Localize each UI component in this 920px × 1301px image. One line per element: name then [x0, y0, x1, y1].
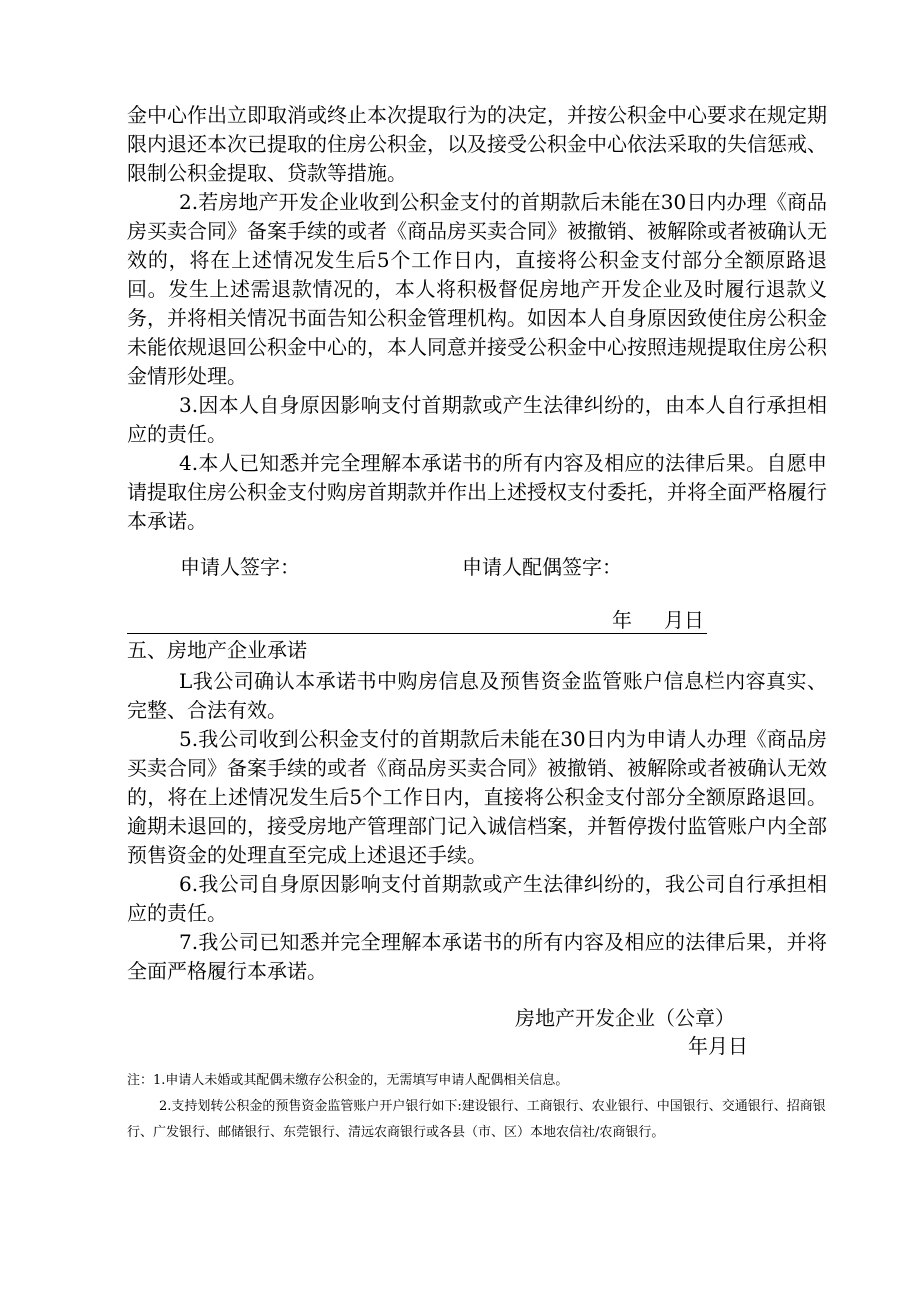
signature-date — [612, 607, 704, 633]
continuation-paragraph: 金中心作出立即取消或终止本次提取行为的决定，并按公积金中心要求在规定期限内退还本次已提取的住房公积金，以及接受公积金中心依法采取的失信惩戒、限制公积金提取、贷款等措施。 — [127, 103, 827, 185]
date-monthday: 月日 — [664, 608, 704, 632]
developer-item-1: L我公司确认本承诺书中购房信息及预售资金监管账户信息栏内容真实、完整、合法有效。 — [127, 669, 827, 722]
developer-item-5: 5.我公司收到公积金支付的首期款后未能在30日内为申请人办理《商品房买卖合同》备案手续的或者《商品房买卖合同》被撤销、被解除或者被确认无效的，将在上述情况发生后5个工作日内，直接将公积金支付部分全额原路退回。逾期未退回的，接受房地产管理部门记入诚信档案，并暂停拨付监管账户内全部预售资金的处理直至完成上述退还手续。 — [127, 727, 827, 867]
applicant-commitment-body — [127, 101, 827, 536]
footnotes — [127, 1068, 827, 1146]
developer-item-7: 7.我公司已知悉并完全理解本承诺书的所有内容及相应的法律后果，并将全面严格履行本承诺。 — [127, 930, 827, 983]
spouse-signature-label: 申请人配偶签字： — [462, 555, 622, 579]
commitment-item-4: 4.本人已知悉并完全理解本承诺书的所有内容及相应的法律后果。自愿申请提取住房公积金支付购房首期款并作出上述授权支付委托，并将全面严格履行本承诺。 — [127, 451, 827, 533]
commitment-item-2: 2.若房地产开发企业收到公积金支付的首期款后未能在30日内办理《商品房买卖合同》备案手续的或者《商品房买卖合同》被撤销、被解除或者被确认无效的，将在上述情况发生后5个工作日内，直接将公积金支付部分全额原路退回。发生上述需退款情况的，本人将积极督促房地产开发企业及时履行退款义务，并将相关情况书面告知公积金管理机构。如因本人自身原因致使住房公积金未能依规退回公积金中心的，本人同意并接受公积金中心按照违规提取住房公积金情形处理。 — [127, 190, 827, 388]
applicant-signature-label: 申请人签字： — [180, 555, 300, 579]
developer-stamp-label: 房地产开发企业（公章） — [515, 1006, 735, 1030]
developer-commitment-body — [127, 667, 827, 986]
note-2: 2.支持划转公积金的预售资金监管账户开户银行如下:建设银行、工商银行、农业银行、中国银行、交通银行、招商银行、广发银行、邮储银行、东莞银行、清远农商银行或各县（市、区）本地农信社/农商银行。 — [127, 1099, 826, 1140]
developer-item-6: 6.我公司自身原因影响支付首期款或产生法律纠纷的，我公司自行承担相应的责任。 — [127, 872, 827, 925]
note-1: 注：1.申请人未婚或其配偶未缴存公积金的，无需填写申请人配偶相关信息。 — [127, 1073, 569, 1088]
developer-stamp-date: 年月日 — [688, 1034, 748, 1058]
commitment-item-3: 3.因本人自身原因影响支付首期款或产生法律纠纷的，由本人自行承担相应的责任。 — [127, 393, 827, 446]
section-5-heading: 五、房地产企业承诺 — [127, 638, 307, 662]
date-year: 年 — [612, 608, 632, 632]
